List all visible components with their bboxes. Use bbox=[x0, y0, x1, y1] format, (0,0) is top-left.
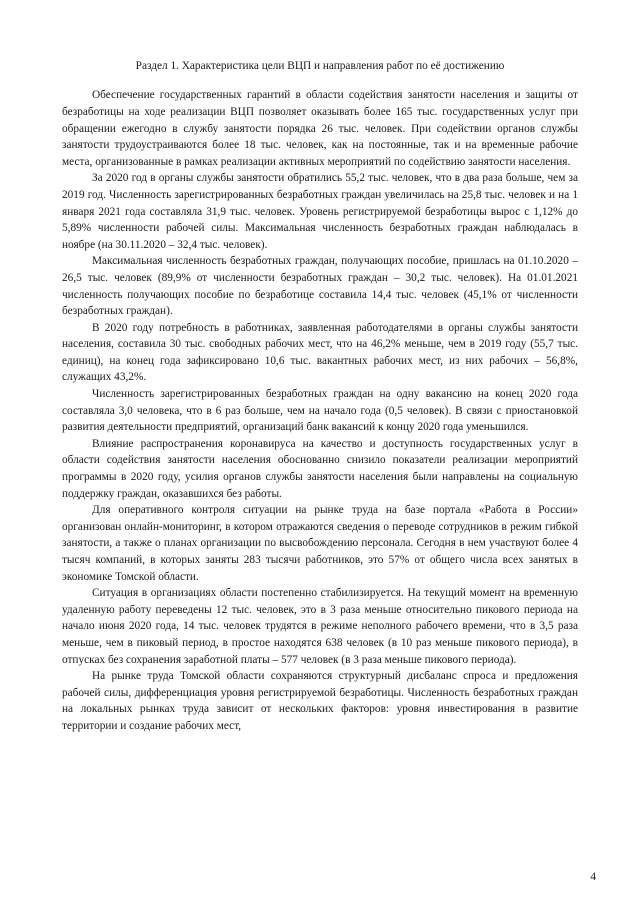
paragraph: Максимальная численность безработных граждан, получающих пособие, пришлась на 01.10.2020 – 26,5 тыс. человек (89,9% от численности безработных граждан – 30,2 тыс. человек). На 01.01.2021 численность получающих пособие по безработице составила 14,4 тыс. человек (45,1% от численности безработных граждан). bbox=[62, 255, 578, 318]
paragraph: Влияние распространения коронавируса на качество и доступность государственных услуг в области содействия занятости населения обоснованно снизило показатели реализации мероприятий программы в 2020 году, усилия органов службы занятости населения были направлены на социальную поддержку граждан, оказавшихся без работы. bbox=[62, 437, 578, 500]
paragraph: На рынке труда Томской области сохраняются структурный дисбаланс спроса и предложения рабочей силы, дифференциация уровня регистрируемой безработицы. Численность безработных граждан на локальных рынках труда зависит от нескольких факторов: уровня инвестирования в развитие территории и создание рабочих мест, bbox=[62, 670, 578, 732]
paragraph: Для оперативного контроля ситуации на рынке труда на базе портала «Работа в России» организован онлайн-мониторинг, в котором отражаются сведения о переводе сотрудников в режим гибкой занятости, а также о планах организации по высвобождению персонала. Сегодня в нем участвуют более 4 тысяч компаний, в которых заняты 283 тысячи работников, это 57% от общего числа всех занятых в экономике Томской области. bbox=[62, 504, 578, 583]
section-heading: Раздел 1. Характеристика цели ВЦП и направления работ по её достижению bbox=[135, 60, 505, 72]
page-number: 4 bbox=[590, 871, 596, 883]
paragraph: За 2020 год в органы службы занятости обратились 55,2 тыс. человек, что в два раза больше, чем за 2019 год. Численность зарегистрированных безработных граждан увеличилась на 25,8 тыс. человек и на 1 января 2021 года составляла 31,9 тыс. человек. Уровень регистрируемой безработицы вырос с 1,12% до 5,89% численности рабочей силы. Максимальная численность безработных граждан наблюдалась в ноябре (на 30.11.2020 – 32,4 тыс. человек). bbox=[62, 172, 578, 251]
paragraph: Численность зарегистрированных безработных граждан на одну вакансию на конец 2020 года составляла 3,0 человека, что в 6 раз больше, чем на начало года (0,5 человек). В связи с приостановкой развития деятельности предприятий, организаций банк вакансий к концу 2020 года уменьшился. bbox=[62, 388, 578, 434]
paragraph: Ситуация в организациях области постепенно стабилизируется. На текущий момент на временную удаленную работу переведены 12 тыс. человек, это в 3 раза меньше относительно пикового периода на начало июня 2020 года, 14 тыс. человек трудятся в режиме неполного рабочего времени, что в 3,5 раза меньше, чем в пиковый период, в простое находятся 638 человек (в 10 раз меньше пикового периода), в отпусках без сохранения заработной платы – 577 человек (в 3 раза меньше пикового периода). bbox=[62, 587, 578, 666]
document-body bbox=[62, 58, 578, 735]
paragraph: В 2020 году потребность в работниках, заявленная работодателями в органы службы занятости населения, составила 30 тыс. свободных рабочих мест, что на 46,2% меньше, чем в 2019 году (55,7 тыс. единиц), на конец года зафиксировано 10,6 тыс. вакантных рабочих мест, из них рабочих – 56,8%, служащих 43,2%. bbox=[62, 321, 578, 384]
paragraph: Обеспечение государственных гарантий в области содействия занятости населения и защиты от безработицы на ходе реализации ВЦП позволяет оказывать более 165 тыс. государственных услуг при обращении ежегодно в службу занятости порядка 26 тыс. человек. При содействии органов службы занятости трудоустраиваются более 18 тыс. человек, как на постоянные, так и на временные рабочие места, организованные в рамках реализации активных мероприятий по содействию занятости населения. bbox=[62, 89, 578, 168]
